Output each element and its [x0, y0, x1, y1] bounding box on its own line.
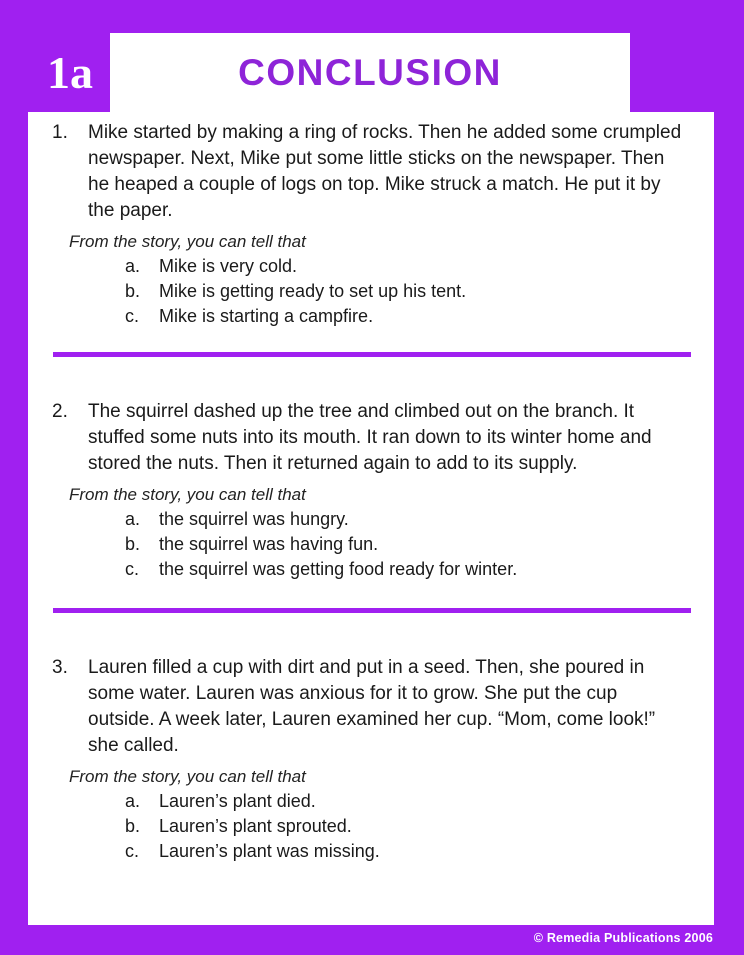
question-number: 2. — [52, 401, 68, 422]
choice-row — [125, 279, 688, 304]
choice-row — [125, 789, 688, 814]
question-passage: The squirrel dashed up the tree and climbed out on the branch. It stuffed some nuts into its mouth. It ran down to its winter home and stored the nuts. Then it returned again to add to its supply. — [88, 401, 652, 474]
question-number: 1. — [52, 122, 68, 143]
page-title: CONCLUSION — [238, 51, 502, 93]
choice-text: the squirrel was hungry. — [159, 509, 349, 529]
choice-text: Lauren’s plant sprouted. — [159, 816, 352, 836]
choice-row — [125, 254, 688, 279]
choice-label: b. — [125, 281, 141, 301]
choice-label: b. — [125, 816, 141, 836]
title-box — [110, 33, 630, 112]
question-number: 3. — [52, 657, 68, 678]
choice-label: c. — [125, 306, 140, 326]
choice-row — [125, 839, 688, 864]
question-prompt: From the story, you can tell that — [69, 767, 306, 786]
choice-text: Mike is starting a campfire. — [159, 306, 374, 326]
question-passage: Lauren filled a cup with dirt and put in a seed. Then, she poured in some water. Lauren was anxious for it to grow. She put the cup outside. A week later, Lauren examined her cup. “Mom, come look!” she called. — [88, 657, 656, 756]
choice-row — [125, 532, 688, 557]
choice-text: Lauren’s plant died. — [159, 791, 316, 811]
choice-text: Mike is getting ready to set up his tent. — [159, 281, 467, 301]
choice-label: c. — [125, 841, 140, 861]
choice-text: the squirrel was getting food ready for winter. — [159, 559, 518, 579]
choice-label: c. — [125, 559, 140, 579]
choice-row — [125, 507, 688, 532]
question-prompt: From the story, you can tell that — [69, 232, 306, 251]
choice-label: a. — [125, 791, 141, 811]
footer-copyright: © Remedia Publications 2006 — [533, 931, 713, 945]
footer-band — [0, 925, 744, 955]
choice-text: the squirrel was having fun. — [159, 534, 379, 554]
choice-label: a. — [125, 509, 141, 529]
question-block-3 — [28, 655, 688, 864]
section-divider — [53, 608, 691, 613]
choice-row — [125, 557, 688, 582]
question-block-1 — [28, 120, 688, 329]
question-prompt: From the story, you can tell that — [69, 485, 306, 504]
choice-label: a. — [125, 256, 141, 276]
lesson-badge-label: 1a — [47, 47, 93, 98]
worksheet-content — [28, 112, 714, 925]
choice-label: b. — [125, 534, 141, 554]
choice-text: Lauren’s plant was missing. — [159, 841, 380, 861]
choice-text: Mike is very cold. — [159, 256, 298, 276]
section-divider — [53, 352, 691, 357]
question-passage: Mike started by making a ring of rocks. Then he added some crumpled newspaper. Next, Mike put some little sticks on the newspaper. Then he heaped a couple of logs on top. Mike struck a match. He put it by the paper. — [88, 122, 682, 221]
question-block-2 — [28, 399, 688, 582]
lesson-badge — [28, 33, 112, 112]
choice-row — [125, 814, 688, 839]
choice-row — [125, 304, 688, 329]
